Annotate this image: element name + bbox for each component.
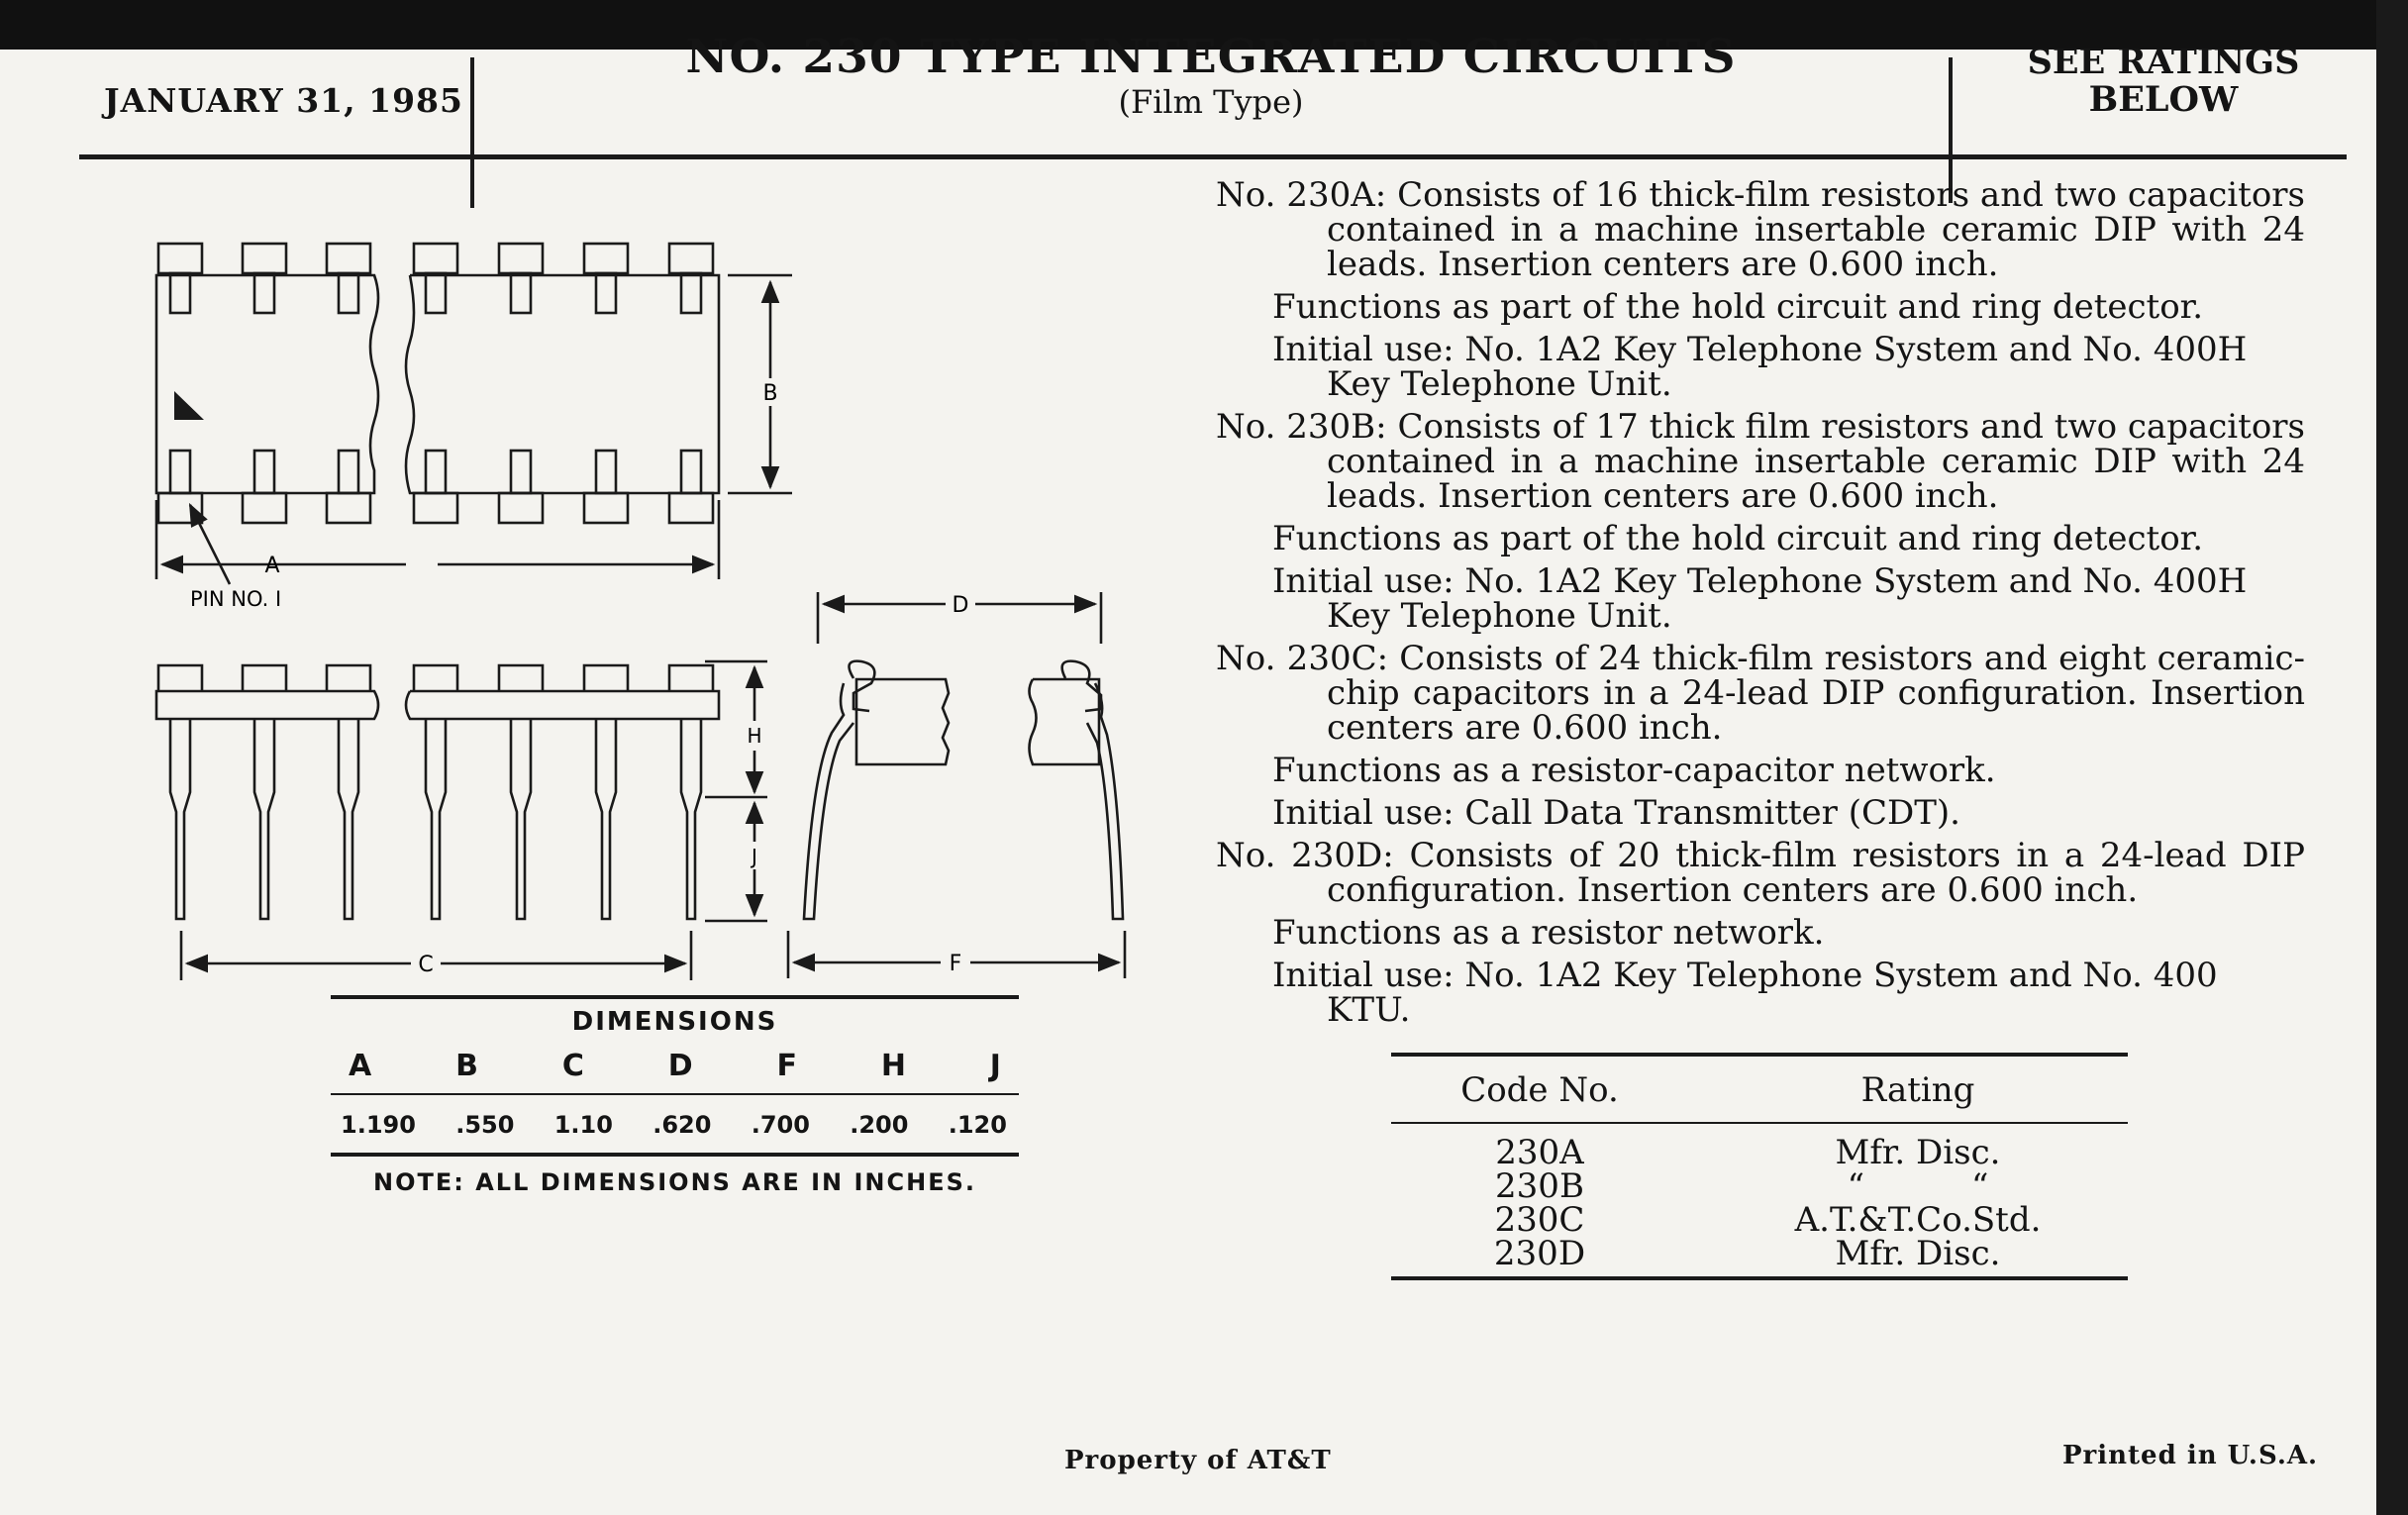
rating-cell: A.T.&T.Co.Std. [1794,1200,2042,1240]
entry-initial-use: Initial use: No. 1A2 Key Telephone System and No. 400 KTU. [1272,956,2218,1030]
dim-col-header: D [667,1049,693,1083]
code-cell: 230B [1495,1166,1584,1206]
dim-label-b: B [762,381,778,406]
page-title: NO. 230 TYPE INTEGRATED CIRCUITS [685,30,1737,84]
top-row-pins [158,244,713,313]
table-row [1391,1234,2128,1273]
table-row [1391,1166,2128,1206]
dim-value: .700 [751,1111,810,1139]
pin-one-marker [174,391,204,420]
rating-cell: Mfr. Disc. [1835,1133,2001,1172]
circuit-descriptions [1216,175,2305,1036]
dim-label-j: J [752,845,757,868]
printed-notice: Printed in U.S.A. [2062,1441,2319,1470]
see-ratings-note [1956,44,2371,119]
bottom-row-pins [158,451,713,523]
entry-230c [1216,639,2305,833]
dimensions-table [331,995,1019,1196]
scan-edge [2376,0,2408,1515]
entry-functions: Functions as a resistor-capacitor network. [1272,751,1996,790]
dim-value: 1.10 [553,1111,613,1139]
dim-col-header: C [561,1049,584,1083]
side-pins-left [158,665,370,919]
dim-col-header: A [349,1049,372,1083]
dim-value: .120 [948,1111,1007,1139]
code-cell: 230D [1493,1234,1586,1273]
side-pins-right [414,665,713,919]
entry-head: No. 230D: Consists of 20 thick-film resistors in a 24-lead DIP configuration. Insertion centers are 0.600 inch. [1216,836,2305,910]
entry-functions: Functions as part of the hold circuit and ring detector. [1272,519,2203,558]
rating-cell: Mfr. Disc. [1835,1234,2001,1273]
entry-functions: Functions as a resistor network. [1272,913,1825,953]
entry-initial-use: Initial use: Call Data Transmitter (CDT). [1272,793,1960,833]
dim-value: .620 [652,1111,712,1139]
dimensions-value-row [331,1095,1019,1153]
see-ratings-line1: SEE RATINGS [2027,42,2300,82]
page-subtitle: (Film Type) [1118,83,1304,121]
table-row [1391,1133,2128,1172]
property-notice: Property of AT&T [1064,1446,1332,1475]
entry-initial-use: Initial use: No. 1A2 Key Telephone System and No. 400H Key Telephone Unit. [1272,330,2248,404]
dim-col-header: H [880,1049,906,1083]
entry-head: No. 230C: Consists of 24 thick-film resistors and eight ceramic-chip capacitors in a 24-lead DIP configuration. Insertion centers are 0.600 inch. [1216,639,2305,748]
dim-value: .550 [455,1111,515,1139]
dim-label-h: H [747,724,762,748]
dim-label-f: F [949,952,962,976]
rating-body [1391,1124,2128,1276]
issue-date: JANUARY 31, 1985 [104,81,463,120]
entry-initial-use: Initial use: No. 1A2 Key Telephone System and No. 400H Key Telephone Unit. [1272,561,2248,636]
code-cell: 230A [1495,1133,1584,1172]
entry-head: No. 230A: Consists of 16 thick-film resistors and two capacitors contained in a machine insertable ceramic DIP with 24 leads. Insertion centers are 0.600 inch. [1216,175,2305,284]
dim-label-c: C [418,953,434,977]
entry-functions: Functions as part of the hold circuit and ring detector. [1272,287,2203,327]
dim-col-header: B [455,1049,478,1083]
code-column-header: Code No. [1460,1070,1619,1110]
rating-column-header: Rating [1860,1070,1975,1110]
table-row [1391,1200,2128,1240]
dim-col-header: F [776,1049,797,1083]
entry-230d [1216,836,2305,1030]
see-ratings-line2: BELOW [2088,79,2239,120]
dimensions-note: NOTE: ALL DIMENSIONS ARE IN INCHES. [373,1168,976,1196]
dim-label-d: D [952,593,969,618]
entry-230a [1216,175,2305,404]
rating-header-row [1391,1057,2128,1122]
rating-table [1391,1053,2128,1280]
entry-head: No. 230B: Consists of 17 thick film resistors and two capacitors contained in a machine insertable ceramic DIP with 24 leads. Insertion centers are 0.600 inch. [1216,407,2305,516]
pin-one-label: PIN NO. I [190,587,282,611]
end-view [788,592,1125,978]
dim-value: .200 [850,1111,909,1139]
dimensions-header-row [331,1041,1019,1093]
entry-230b [1216,407,2305,636]
code-cell: 230C [1494,1200,1585,1240]
dim-label-a: A [264,554,280,578]
dip-package-drawings [0,0,1168,990]
top-view [156,244,792,584]
side-view [156,661,767,980]
dim-col-header: J [989,1049,1001,1083]
rating-bottom-rule [1391,1276,2128,1280]
dimensions-title: DIMENSIONS [571,1007,778,1037]
dim-value: 1.190 [341,1111,416,1139]
rating-cell: “ “ [1847,1166,1989,1206]
